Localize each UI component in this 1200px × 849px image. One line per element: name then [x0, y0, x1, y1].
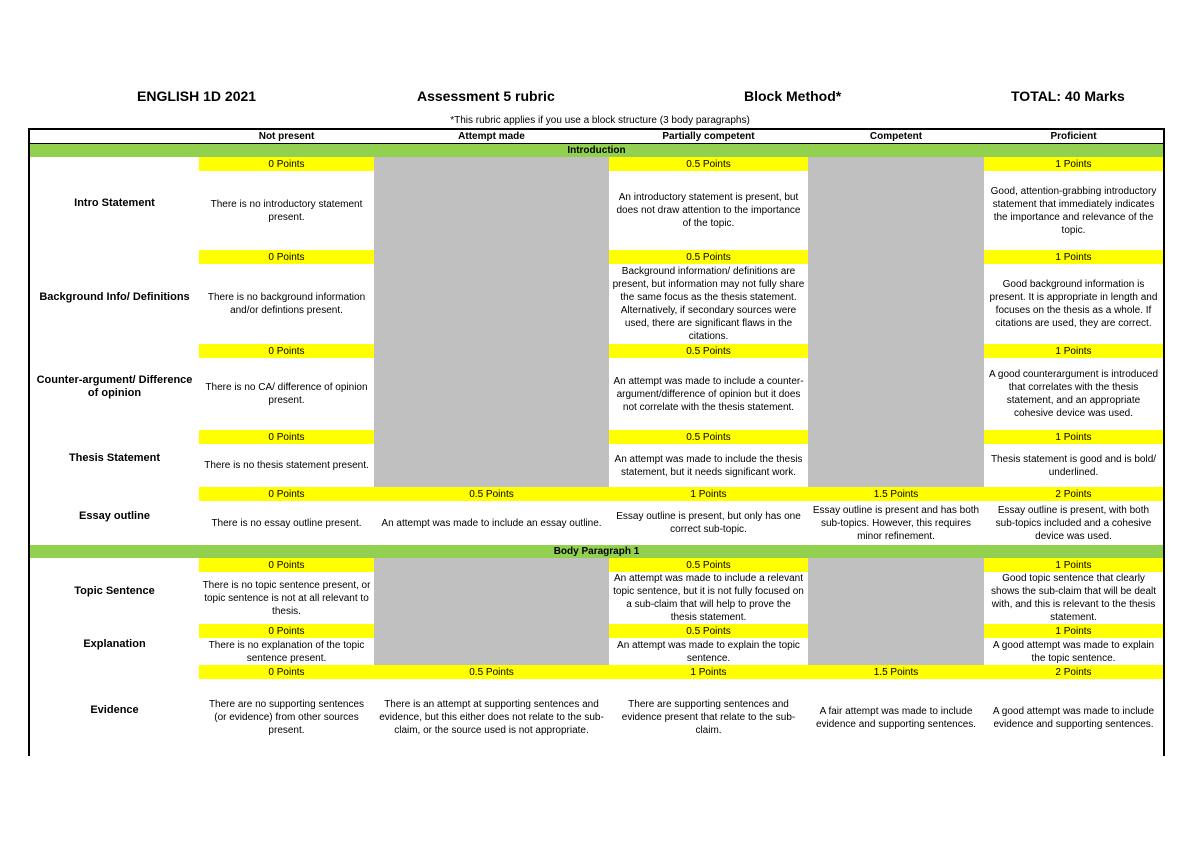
method-title: Block Method*	[744, 88, 842, 104]
points-row	[29, 487, 1164, 501]
descriptor-proficient: Thesis statement is good and is bold/ underlined.	[990, 453, 1157, 478]
points-cell: 1 Points	[984, 250, 1164, 264]
points-cell: 1 Points	[984, 157, 1164, 171]
descriptor-not-present: There is no thesis statement present.	[204, 460, 369, 471]
descriptor-proficient: A good counterargument is introduced that correlates with the thesis statement, and an appropriate cohesive device was used.	[989, 369, 1158, 419]
points-cell: 0.5 Points	[374, 487, 609, 501]
section-introduction	[29, 144, 1164, 158]
assessment-title: Assessment 5 rubric	[417, 88, 555, 104]
descriptor-partially-competent: An introductory statement is present, but does not draw attention to the importance of the topic.	[616, 192, 801, 229]
points-cell: 0 Points	[199, 665, 374, 679]
descriptor-partially-competent: An attempt was made to include the thesis statement, but it needs significant work.	[614, 453, 803, 478]
points-row	[29, 665, 1164, 679]
points-cell: 2 Points	[984, 487, 1164, 501]
descriptor-partially-competent: Essay outline is present, but only has one correct sub-topic.	[616, 511, 801, 535]
descriptor-proficient: A good attempt was made to include evidence and supporting sentences.	[992, 705, 1155, 730]
course-title: ENGLISH 1D 2021	[137, 88, 257, 104]
points-cell: 0.5 Points	[609, 344, 808, 358]
criterion-topic-sentence: Topic Sentence	[74, 584, 155, 597]
col-competent: Competent	[808, 129, 984, 144]
points-cell: 1 Points	[609, 665, 808, 679]
descriptor-not-present: There is no essay outline present.	[211, 517, 362, 529]
shaded-cell	[808, 558, 984, 665]
criterion-evidence: Evidence	[90, 704, 139, 716]
descriptor-competent: A fair attempt was made to include evidence and supporting sentences.	[815, 705, 977, 730]
criterion-counter-argument: Counter-argument/ Difference of opinion	[36, 374, 193, 399]
descriptor-not-present: There is no background information and/or defintions present.	[207, 292, 366, 316]
col-criterion	[29, 129, 199, 144]
descriptor-competent: Essay outline is present and has both sub-topics. However, this requires minor refinement.	[812, 504, 980, 542]
points-cell: 0.5 Points	[374, 665, 609, 679]
descriptor-partially-competent: An attempt was made to include a relevant topic sentence, but it is not fully focused on a sub-claim that will help to prove the thesis statement.	[613, 573, 804, 623]
descriptor-proficient: Good background information is present. It is appropriate in length and focuses on the thesis as a whole. If citations are used, they are correct.	[989, 279, 1158, 329]
descriptor-partially-competent: Background information/ definitions are present, but information may not fully share the same focus as the thesis statement. Alternatively, if secondary sources were used, there are significant flaws in the citations.	[612, 266, 805, 342]
points-cell: 0 Points	[199, 430, 374, 444]
points-cell: 1.5 Points	[808, 487, 984, 501]
shaded-cell	[808, 157, 984, 487]
points-cell: 0.5 Points	[609, 624, 808, 638]
points-cell: 1.5 Points	[808, 665, 984, 679]
descriptor-row	[29, 501, 1164, 545]
points-cell: 0.5 Points	[609, 250, 808, 264]
points-cell: 0 Points	[199, 344, 374, 358]
criterion-thesis-statement: Thesis Statement	[68, 452, 161, 464]
rubric-table	[28, 128, 1165, 756]
points-cell: 2 Points	[984, 665, 1164, 679]
points-cell: 1 Points	[984, 558, 1164, 572]
shaded-cell	[374, 558, 609, 665]
section-body-paragraph-1	[29, 545, 1164, 558]
section-title: Body Paragraph 1	[29, 545, 1164, 558]
criterion-background-info: Background Info/ Definitions	[39, 290, 190, 303]
section-title: Introduction	[29, 144, 1164, 158]
criterion-essay-outline: Essay outline	[79, 509, 150, 522]
descriptor-not-present: There is no topic sentence present, or topic sentence is not at all relevant to thesis.	[202, 579, 371, 617]
points-cell: 1 Points	[984, 430, 1164, 444]
descriptor-row	[29, 679, 1164, 756]
col-not-present: Not present	[199, 129, 374, 144]
descriptor-not-present: There are no supporting sentences (or evidence) from other sources present.	[208, 699, 365, 736]
points-row	[29, 157, 1164, 171]
points-cell: 1 Points	[984, 344, 1164, 358]
descriptor-proficient: Good topic sentence that clearly shows the sub-claim that will be dealt with, and this is relevant to the thesis statement.	[990, 573, 1157, 623]
points-cell: 0.5 Points	[609, 430, 808, 444]
points-cell: 0 Points	[199, 157, 374, 171]
col-attempt-made: Attempt made	[374, 129, 609, 144]
criterion-intro-statement: Intro Statement	[74, 197, 155, 209]
descriptor-attempt-made: An attempt was made to include an essay outline.	[381, 517, 602, 529]
descriptor-not-present: There is no CA/ difference of opinion present.	[205, 382, 368, 406]
shaded-cell	[374, 157, 609, 487]
descriptor-not-present: There is no explanation of the topic sentence present.	[208, 639, 365, 664]
descriptor-partially-competent: There are supporting sentences and evidence present that relate to the sub-claim.	[621, 699, 796, 736]
points-cell: 0.5 Points	[609, 157, 808, 171]
descriptor-proficient: Good, attention-grabbing introductory statement that immediately indicates the importance and relevance of the topic.	[990, 185, 1157, 236]
descriptor-attempt-made: There is an attempt at supporting sentences and evidence, but this either does not relate to the sub-claim, or the source used is not appropriate.	[379, 699, 604, 736]
points-cell: 0 Points	[199, 558, 374, 572]
descriptor-proficient: A good attempt was made to explain the topic sentence.	[992, 639, 1155, 664]
criterion-explanation: Explanation	[83, 638, 146, 650]
descriptor-partially-competent: An attempt was made to include a counter-argument/difference of opinion but it does not correlate with the thesis statement.	[613, 375, 804, 413]
descriptor-proficient: Essay outline is present, with both sub-topics included and a cohesive device was used.	[995, 504, 1152, 542]
rubric-note: *This rubric applies if you use a block structure (3 body paragraphs)	[450, 115, 750, 126]
descriptor-not-present: There is no introductory statement present.	[210, 198, 363, 223]
column-header-row	[29, 129, 1164, 144]
total-marks: TOTAL: 40 Marks	[1011, 88, 1125, 104]
descriptor-partially-competent: An attempt was made to explain the topic sentence.	[617, 639, 800, 664]
col-partially-competent: Partially competent	[609, 129, 808, 144]
points-cell: 0.5 Points	[609, 558, 808, 572]
points-cell: 0 Points	[199, 624, 374, 638]
points-cell: 0 Points	[199, 487, 374, 501]
col-proficient: Proficient	[984, 129, 1164, 144]
points-cell: 0 Points	[199, 250, 374, 264]
points-cell: 1 Points	[609, 487, 808, 501]
points-row	[29, 558, 1164, 572]
points-cell: 1 Points	[984, 624, 1164, 638]
